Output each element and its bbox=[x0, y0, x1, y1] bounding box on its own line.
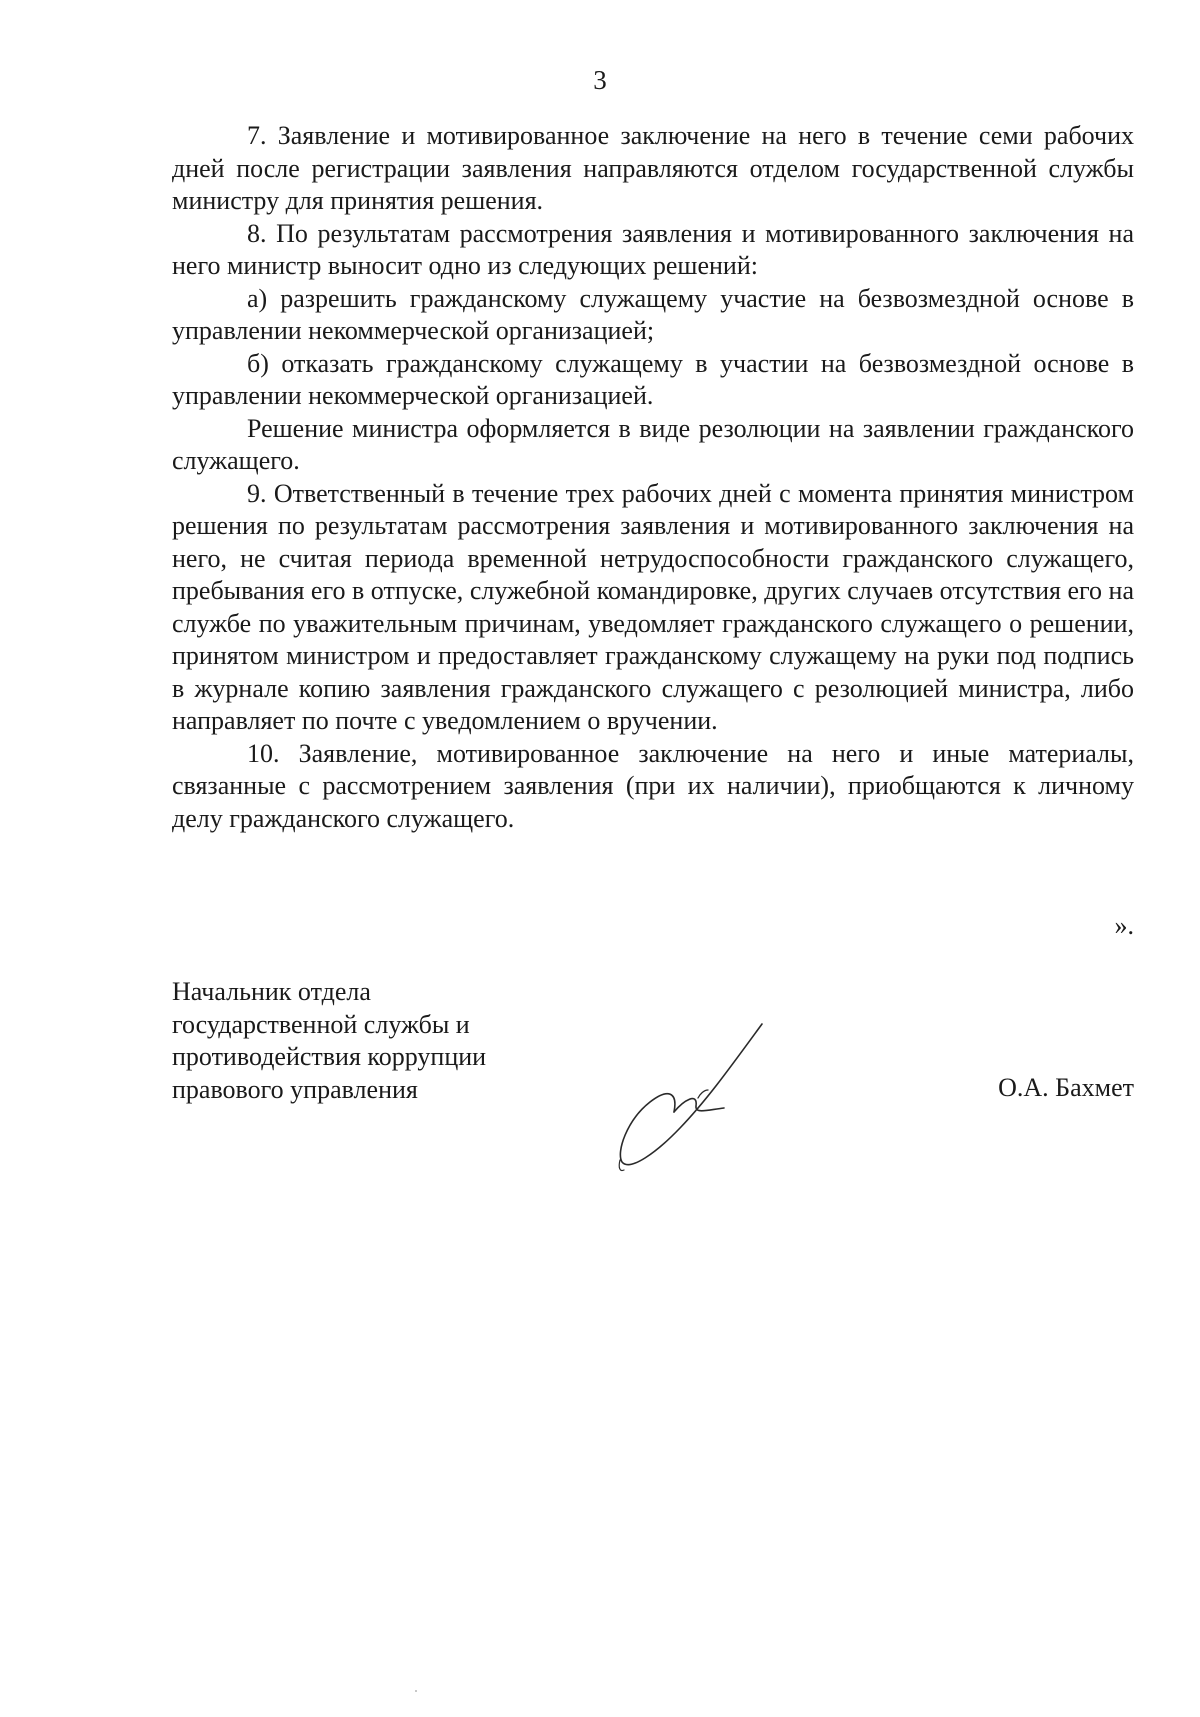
document-body bbox=[172, 120, 1134, 835]
scan-speck bbox=[415, 1690, 417, 1692]
signatory-position-line: государственной службы и bbox=[172, 1009, 470, 1039]
signatory-position-line: Начальник отдела bbox=[172, 977, 371, 1006]
signatory-position-line: противодействия коррупции bbox=[172, 1042, 487, 1071]
signatory-position-line: правового управления bbox=[172, 1074, 418, 1104]
paragraph-10: 10. Заявление, мотивированное заключение на него и иные материалы, связанные с рассмотрением заявления (при их наличии), приобщаются к личному делу гражданского служащего. bbox=[172, 738, 1134, 833]
handwritten-signature bbox=[612, 1020, 782, 1180]
paragraph-9: 9. Ответственный в течение трех рабочих дней с момента принятия министром решения по результатам рассмотрения заявления и мотивированного заключения на него, не считая периода временной нетрудоспособности гражданского служащего, пребывания его в отпуске, служебной командировке, других случаев отсутствия его на службе по уважительным причинам, уведомляет гражданского служащего о решении, принятом министром и предоставляет гражданскому служащему на руки под подпись в журнале копию заявления гражданского служащего с резолюцией министра, либо направляет по почте с уведомлением о вручении. bbox=[172, 478, 1134, 735]
page-number: 3 bbox=[593, 65, 607, 95]
paragraph-8a: а) разрешить гражданскому служащему участие на безвозмездной основе в управлении некоммерческой организацией; bbox=[172, 283, 1134, 345]
paragraph-decision: Решение министра оформляется в виде резолюции на заявлении гражданского служащего. bbox=[172, 413, 1134, 475]
signatory-position bbox=[172, 976, 486, 1106]
paragraph-7: 7. Заявление и мотивированное заключение на него в течение семи рабочих дней после регистрации заявления направляются отделом государственной службы министру для принятия решения. bbox=[172, 121, 1134, 215]
closing-quote: ». bbox=[1114, 911, 1134, 940]
paragraph-8b: б) отказать гражданскому служащему в участии на безвозмездной основе в управлении некоммерческой организацией. bbox=[172, 348, 1134, 410]
signatory-name: О.А. Бахмет bbox=[998, 1073, 1134, 1102]
paragraph-8: 8. По результатам рассмотрения заявления и мотивированного заключения на него министр выносит одно из следующих решений: bbox=[172, 218, 1134, 280]
